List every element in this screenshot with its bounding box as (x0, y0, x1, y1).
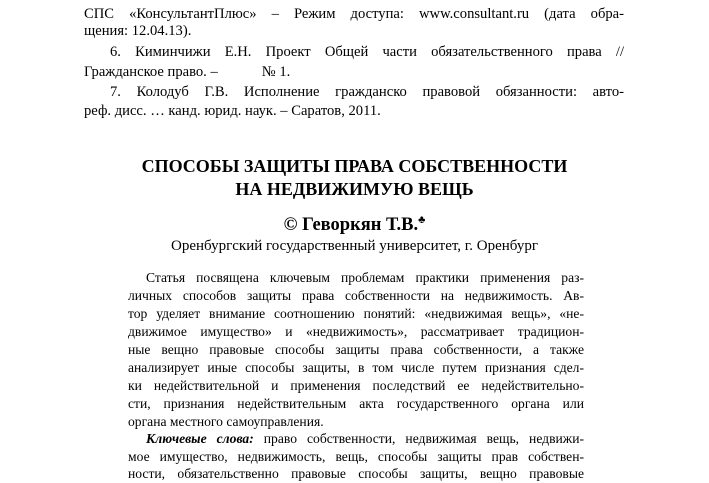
reference-line (84, 62, 624, 82)
author-name (0, 214, 709, 238)
reference-line: СПС «КонсультантПлюс» – Режим доступа: www.consultant.ru (дата обра- (84, 6, 624, 22)
abstract-line: движимое имущество» и «недвижимость», рассматривает традицион- (128, 324, 584, 339)
article-title-line-1: СПОСОБЫ ЗАЩИТЫ ПРАВА СОБСТВЕННОСТИ (141, 156, 568, 176)
author-text: © Геворкян Т.В. (283, 215, 419, 235)
reference-item-6: 6. Киминчижи Е.Н. Проект Общей части обязательственного права // (110, 44, 624, 60)
keywords-line: мое имущество, недвижимость, вещь, способы защиты прав собствен- (128, 449, 584, 464)
abstract-line: анализирует иные способы защиты, в том числе путем признания сдел- (128, 360, 584, 375)
reference-issue: № 1. (261, 64, 291, 80)
keywords-line (146, 430, 584, 448)
abstract-line: органа местного самоуправления. (128, 414, 324, 429)
article-title-line-2: НА НЕДВИЖИМУЮ ВЕЩЬ (235, 179, 474, 199)
reference-line: щения: 12.04.13). (84, 23, 192, 39)
abstract-line: тор уделяет внимание соотношению понятий: «недвижимая вещь», «не- (128, 306, 584, 321)
author-affiliation: Оренбургский государственный университет, г. Оренбург (171, 238, 538, 254)
keywords-line: ности, обязательственно правовые способы защиты, вещно правовые (128, 466, 584, 481)
abstract-line: сти, признания недействительным акта государственного органа или (128, 396, 584, 411)
keywords-label: Ключевые слова: (146, 431, 254, 446)
keywords-text: право собственности, недвижимая вещь, недвижи- (253, 431, 584, 446)
abstract-line: Статья посвящена ключевым проблемам практики применения раз- (146, 270, 584, 285)
footnote-mark: ♣ (418, 214, 426, 226)
abstract-line: ные вещно правовые способы защиты права собственности, а также (128, 342, 584, 357)
reference-journal: Гражданское право. – (84, 64, 218, 80)
abstract-line: личных способов защиты права собственности на недвижимость. Ав- (128, 288, 584, 303)
reference-item-7: 7. Колодуб Г.В. Исполнение гражданско правовой обязанности: авто- (110, 84, 624, 100)
abstract-line: ки недействительной и применения последствий ее недействительно- (128, 378, 584, 393)
reference-line: реф. дисс. … канд. юрид. наук. – Саратов, 2011. (84, 103, 381, 119)
